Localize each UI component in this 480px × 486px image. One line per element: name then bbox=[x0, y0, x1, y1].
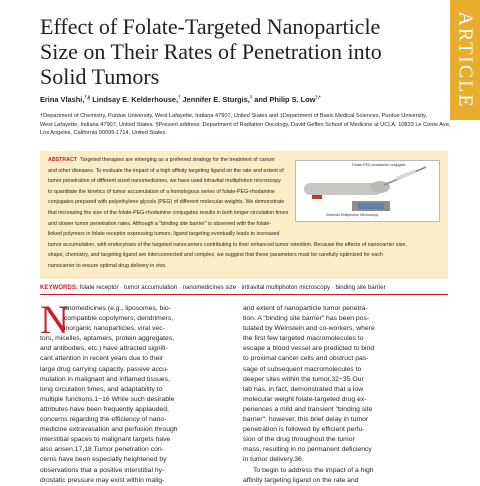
affiliation-line: West Lafayette, Indiana 47907, United States. §Present address: Department of Radiation Oncology, David Geffen School of Medicine at UCLA, 10833 Le Conte Ave, bbox=[40, 121, 451, 128]
abstract-line: tumor penetration of different sized nanomedicines, we have used intravital multiphoton microscopy bbox=[48, 178, 281, 185]
syringe-barrel-shape bbox=[396, 169, 416, 180]
keywords-label: KEYWORDS: bbox=[40, 284, 78, 291]
author-name: Erina Vlashi, bbox=[40, 95, 85, 104]
title-line: Size on Their Rates of Penetration into bbox=[40, 39, 382, 64]
body-line: and extent of nanoparticle tumor penetra- bbox=[243, 305, 368, 312]
body-line: To begin to address the impact of a high bbox=[253, 466, 374, 474]
title-line: Effect of Folate-Targeted Nanoparticle bbox=[40, 14, 381, 39]
body-line: also arisen.17,18 Tumor penetration con- bbox=[40, 446, 164, 454]
affiliations bbox=[40, 112, 450, 138]
side-tab-label: ARTICLE bbox=[454, 11, 477, 109]
body-line: tion. A "binding site barrier" has been pos- bbox=[243, 315, 370, 323]
toc-graphic bbox=[295, 160, 440, 222]
body-line: multiple functions.1−16 While such desirable bbox=[40, 395, 175, 403]
body-line: in tumor delivery.36 bbox=[243, 456, 302, 464]
abstract-line: and slower tumor penetration rates. Although a "binding site barrier" is observed with the folate- bbox=[48, 220, 272, 227]
author-name: and Philip S. Low bbox=[252, 95, 316, 104]
body-line: sion of the drug throughout the tumor bbox=[243, 436, 355, 444]
keyword: tumor accumulation bbox=[124, 284, 178, 291]
body-line: deeper sites within the tumor.32−35 Our bbox=[243, 375, 364, 383]
body-line: and antibodies, etc.) have attracted signifi- bbox=[40, 345, 168, 353]
keyword-separator: · bbox=[178, 284, 181, 291]
body-line: mass, resulting in no permanent deficiency bbox=[243, 446, 372, 454]
body-line: observations that a positive interstitial hy- bbox=[40, 466, 165, 474]
mouse-body-shape bbox=[304, 183, 382, 195]
body-line: molecular weight folate-targeted drug ex- bbox=[243, 395, 367, 403]
body-line: cerns have been especially heightened by bbox=[40, 456, 167, 464]
author-name: Jennifer E. Sturgis, bbox=[180, 95, 250, 104]
body-line: concerns regarding the efficiency of nano- bbox=[40, 416, 167, 424]
body-line: the first few targeted macromolecules to bbox=[243, 335, 364, 343]
title-line: Solid Tumors bbox=[40, 64, 160, 89]
article-title bbox=[40, 14, 450, 89]
body-line: tors, micelles, aptamers, protein aggregates, bbox=[40, 335, 175, 343]
body-line: inorganic nanoparticles, viral vec- bbox=[64, 325, 165, 333]
body-line: lab has, in fact, demonstrated that a low bbox=[243, 385, 364, 393]
mouse-head-shape bbox=[370, 181, 390, 193]
body-line: penetration is followed by efficient perfu- bbox=[243, 426, 365, 434]
body-line: mulation in malignant and inflamed tissues, bbox=[40, 375, 170, 383]
body-line: to proximal cancer cells and obstruct pas- bbox=[243, 355, 369, 363]
keyword: folate receptor bbox=[79, 284, 119, 291]
microscope-window-shape bbox=[358, 203, 384, 209]
abstract-line-text: Targeted therapies are emerging as a preferred strategy for the treatment of cancer bbox=[80, 157, 276, 163]
keyword: intravital multiphoton microscopy bbox=[241, 284, 331, 291]
abstract-line: conjugates prepared with polyethylene glycols (PEG) of different molecular weights. We demonstrate bbox=[48, 199, 285, 206]
abstract-line: that increasing the size of the folate-PEG-rhodamine conjugates results in both longer circulation times bbox=[48, 209, 289, 216]
body-line: attributes have been frequently applauded, bbox=[40, 405, 169, 413]
tumor-shape bbox=[312, 195, 322, 199]
abstract-line: shape, chemistry, and targeting ligand are interconnected and complex, we suggest that these parameters must be carefully optimized for each bbox=[48, 252, 383, 259]
author-list bbox=[40, 95, 450, 104]
body-line: large drug carrying capacity, passive accu- bbox=[40, 365, 169, 373]
abstract-line: and other diseases. To evaluate the impact of a high affinity targeting ligand on the rate and extent of bbox=[48, 167, 284, 174]
keyword-separator: · bbox=[331, 284, 334, 291]
author-name: Lindsay E. Kelderhouse, bbox=[90, 95, 179, 104]
affiliation-line: †Department of Chemistry, Purdue University, West Lafayette, Indiana 47907, United States and ‡Department of Basic Medical Sciences, Purdue University, bbox=[40, 113, 427, 119]
body-line: medicine extravasation and perfusion through bbox=[40, 426, 178, 434]
body-column-right bbox=[243, 304, 435, 486]
keyword-separator: · bbox=[120, 284, 123, 291]
body-line: barrier"; however, this brief delay in tumor bbox=[243, 416, 369, 424]
author-mark: ‡ bbox=[249, 94, 253, 100]
body-line: cant attention in recent years due to their bbox=[40, 355, 164, 363]
body-line: tulated by Weinstein and co-workers, where bbox=[243, 325, 375, 333]
body-column-left bbox=[40, 297, 232, 486]
body-line: interstitial spaces to malignant targets have bbox=[40, 436, 171, 444]
body-line: sage of subsequent macromolecules to bbox=[243, 365, 362, 373]
body-line: affinity targeting ligand on the rate and bbox=[243, 476, 359, 484]
drop-cap: N bbox=[40, 297, 69, 342]
body-line: drostatic pressure may exist within malig- bbox=[40, 476, 165, 484]
keyword-separator: · bbox=[237, 284, 240, 291]
affiliation-line: Los Angeles, California 90095-1714, United States. bbox=[40, 130, 167, 137]
body-line: anomedicines (e.g., liposomes, bio- bbox=[64, 305, 171, 312]
keyword: nanomedicines size bbox=[182, 284, 237, 291]
section-rule bbox=[40, 294, 448, 295]
body-line: periences a mild and transient "binding site bbox=[243, 405, 373, 413]
abstract-line: tumor accumulation, with endocytosis of the targeted nanocarriers contributing to their enhanced tumor retention. Because the effects of nanocarrier size, bbox=[48, 241, 407, 248]
abstract-line: linked polymers in folate receptor expressing tumors, ligand targeting eventually leads to increased bbox=[48, 231, 280, 238]
body-line: compatible copolymers, dendrimers, bbox=[64, 315, 174, 323]
article-side-tab bbox=[450, 0, 480, 120]
abstract-line bbox=[48, 155, 288, 166]
abstract-heading: ABSTRACT bbox=[48, 157, 78, 163]
abstract-line: to quantitate the kinetics of tumor accumulation of a homologous series of folate-PEG-rhodamine bbox=[48, 188, 276, 195]
abstract-line: nanocarrier to ensure optimal drug delivery in vivo. bbox=[48, 262, 167, 269]
toc-caption: Intravital Multiphoton Microscopy bbox=[326, 213, 379, 217]
author-mark: †,§ bbox=[84, 94, 91, 100]
toc-caption: Folate-PEG-rhodamine conjugate bbox=[352, 163, 406, 167]
body-line: long circulation times, and adaptability to bbox=[40, 385, 163, 393]
author-mark: †,* bbox=[315, 94, 321, 100]
author-mark: † bbox=[178, 94, 181, 100]
body-line: escape a blood vessel are predicted to bind bbox=[243, 345, 375, 353]
keywords-line bbox=[40, 284, 460, 291]
keyword: binding site barrier bbox=[335, 284, 386, 291]
